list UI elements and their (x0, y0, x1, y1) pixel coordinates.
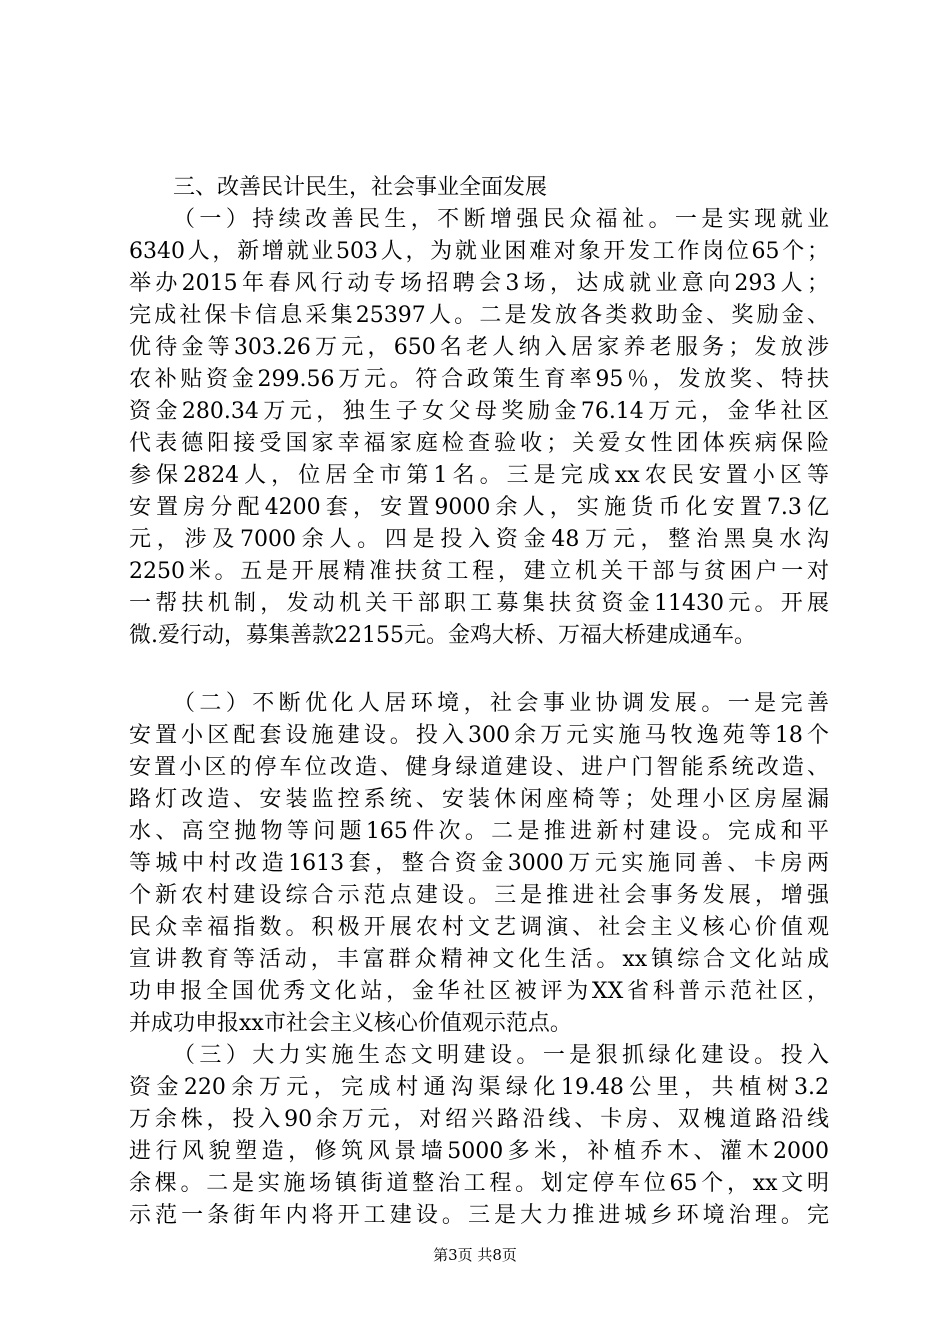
text-line: 水、高空抛物等问题165件次。二是推进新村建设。完成和平 (129, 819, 829, 844)
text-line: 完成社保卡信息采集25397人。二是发放各类救助金、奖励金、 (129, 303, 829, 328)
text-line: 举办2015年春风行动专场招聘会3场，达成就业意向293人； (129, 271, 829, 296)
text-line: 并成功申报xx市社会主义核心价值观示范点。 (129, 1011, 572, 1036)
text-line: （三）大力实施生态文明建设。一是狠抓绿化建设。投入 (173, 1043, 829, 1068)
text-line: 微.爱行动，募集善款22155元。金鸡大桥、万福大桥建成通车。 (129, 623, 756, 648)
text-line: 安置小区的停车位改造、健身绿道建设、进户门智能系统改造、 (129, 755, 829, 780)
text-line: 代表德阳接受国家幸福家庭检查验收；关爱女性团体疾病保险 (129, 431, 829, 456)
text-line: 宣讲教育等活动，丰富群众精神文化生活。xx镇综合文化站成 (129, 947, 829, 972)
paragraph-gap (129, 652, 829, 688)
text-line: 资金220余万元，完成村通沟渠绿化19.48公里，共植树3.2 (129, 1075, 829, 1100)
text-line: 6340人，新增就业503人，为就业困难对象开发工作岗位65个； (129, 239, 829, 264)
document-body (129, 172, 829, 1232)
text-line: 农补贴资金299.56万元。符合政策生育率95％，发放奖、特扶 (129, 367, 829, 392)
text-line: 进行风貌塑造，修筑风景墙5000多米，补植乔木、灌木2000 (129, 1139, 829, 1164)
text-line: 个新农村建设综合示范点建设。三是推进社会事务发展，增强 (129, 883, 829, 908)
text-line: 功申报全国优秀文化站，金华社区被评为XX省科普示范社区， (129, 979, 829, 1004)
text-line: 安置小区配套设施建设。投入300余万元实施马牧逸苑等18个 (129, 723, 829, 748)
text-line: 示范一条街年内将开工建设。三是大力推进城乡环境治理。完 (129, 1203, 829, 1228)
text-line: 万余株，投入90余万元，对绍兴路沿线、卡房、双槐道路沿线 (129, 1107, 829, 1132)
text-line: 元，涉及7000余人。四是投入资金48万元，整治黑臭水沟 (129, 527, 829, 552)
paragraph-ecology (129, 1040, 829, 1232)
text-line: 优待金等303.26万元，650名老人纳入居家养老服务；发放涉 (129, 335, 829, 360)
section-heading: 三、改善民计民生，社会事业全面发展 (173, 175, 548, 200)
text-line: 路灯改造、安装监控系统、安装休闲座椅等；处理小区房屋漏 (129, 787, 829, 812)
page-footer: 第3页 共8页 (433, 1246, 517, 1264)
text-line: 参保2824人，位居全市第1名。三是完成xx农民安置小区等 (129, 463, 829, 488)
text-line: 一帮扶机制，发动机关干部职工募集扶贫资金11430元。开展 (129, 591, 829, 616)
text-line: （二）不断优化人居环境，社会事业协调发展。一是完善 (173, 691, 829, 716)
paragraph-environment (129, 688, 829, 1040)
text-line: 等城中村改造1613套，整合资金3000万元实施同善、卡房两 (129, 851, 829, 876)
text-line: 安置房分配4200套，安置9000余人，实施货币化安置7.3亿 (129, 495, 829, 520)
text-line: （一）持续改善民生，不断增强民众福祉。一是实现就业 (173, 207, 829, 232)
paragraph-livelihood (129, 204, 829, 652)
text-line: 资金280.34万元，独生子女父母奖励金76.14万元，金华社区 (129, 399, 829, 424)
text-line: 民众幸福指数。积极开展农村文艺调演、社会主义核心价值观 (129, 915, 829, 940)
text-line: 余棵。二是实施场镇街道整治工程。划定停车位65个，xx文明 (129, 1171, 829, 1196)
text-line: 2250米。五是开展精准扶贫工程，建立机关干部与贫困户一对 (129, 559, 829, 584)
